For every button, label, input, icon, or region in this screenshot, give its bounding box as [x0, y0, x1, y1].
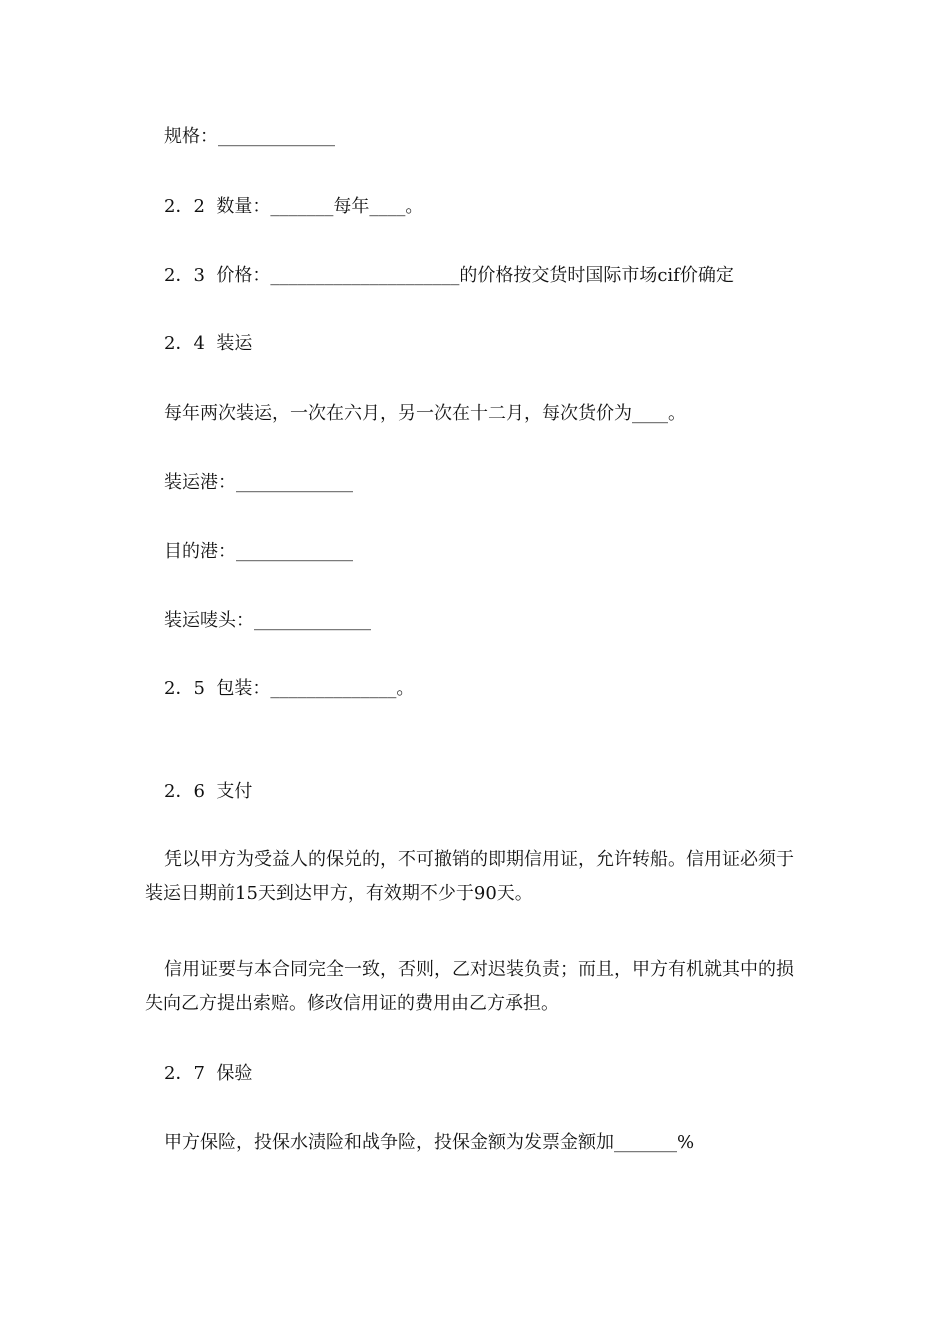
- insurance-text: 甲方保险，投保水渍险和战争险，投保金额为发票金额加_______%: [164, 1132, 695, 1153]
- shipping-mark-line: 装运唛头：_____________: [164, 610, 371, 631]
- packing-line: 2．5 包装：______________。: [164, 678, 415, 699]
- spec-line: 规格：_____________: [164, 126, 335, 147]
- insurance-heading: 2．7 保验: [164, 1063, 253, 1084]
- payment-heading: 2．6 支付: [164, 781, 253, 802]
- quantity-line: 2．2 数量：_______每年____。: [164, 196, 424, 217]
- loading-port-line: 装运港：_____________: [164, 472, 353, 493]
- shipment-schedule: 每年两次装运，一次在六月，另一次在十二月，每次货价为____。: [164, 403, 686, 424]
- price-line: 2．3 价格：_____________________的价格按交货时国际市场cif价确定: [164, 265, 734, 286]
- payment-paragraph: 凭以甲方为受益人的保兑的，不可撤销的即期信用证，允许转船。信用证必须于装运日期前15天到达甲方，有效期不少于90天。: [145, 849, 794, 904]
- shipment-heading: 2．4 装运: [164, 333, 253, 354]
- destination-port-line: 目的港：_____________: [164, 541, 353, 562]
- letter-of-credit-paragraph: 信用证要与本合同完全一致，否则，乙对迟装负责；而且，甲方有机就其中的损失向乙方提出索赔。修改信用证的费用由乙方承担。: [145, 959, 794, 1014]
